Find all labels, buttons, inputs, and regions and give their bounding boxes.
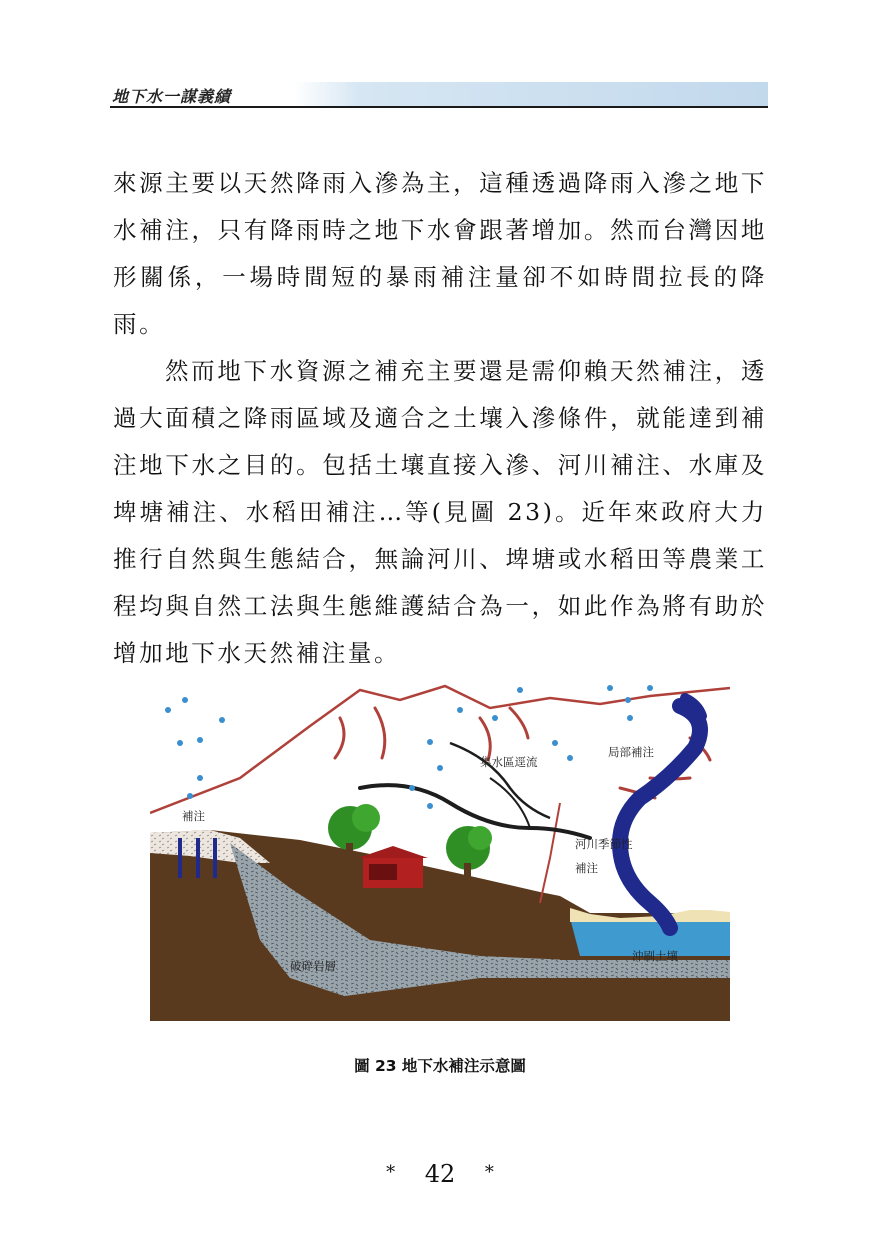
running-header [110, 82, 768, 108]
label-catchment-runoff: 集水區逕流 [480, 755, 538, 769]
body-text [113, 160, 767, 677]
label-river-seasonal-1: 河川季節性 [575, 837, 633, 851]
label-aquifer: 破碎岩層 [290, 959, 336, 973]
paragraph-2: 然而地下水資源之補充主要還是需仰賴天然補注，透過大面積之降雨區域及適合之土壤入滲條件，就能達到補注地下水之目的。包括土壤直接入滲、河川補注、水庫及埤塘補注、水稻田補注…等(見圖 23)。近年來政府大力推行自然與生態結合，無論河川、埤塘或水稻田等農業工程均與自然工法與生態維護結合為一，如此作為將有助於增加地下水天然補注量。 [113, 357, 767, 667]
page-footer [0, 1160, 880, 1188]
label-recharge: 補注 [182, 809, 205, 823]
label-local-recharge: 局部補注 [608, 745, 654, 759]
label-river-seasonal-2: 補注 [575, 861, 598, 875]
running-header-title: 地下水一謀義績 [112, 87, 232, 106]
page-number: 42 [424, 1160, 456, 1188]
footer-star-left: * [386, 1162, 396, 1183]
footer-star-right: * [484, 1162, 494, 1183]
figure-caption: 圖 23 地下水補注示意圖 [354, 1057, 526, 1075]
paragraph-1: 來源主要以天然降雨入滲為主，這種透過降雨入滲之地下水補注，只有降雨時之地下水會跟著增加。然而台灣因地形關係，一場時間短的暴雨補注量卻不如時間拉長的降雨。 [113, 169, 767, 338]
label-alluvial-soil: 沖刷土壤 [632, 949, 678, 963]
groundwater-recharge-figure [150, 678, 730, 1021]
